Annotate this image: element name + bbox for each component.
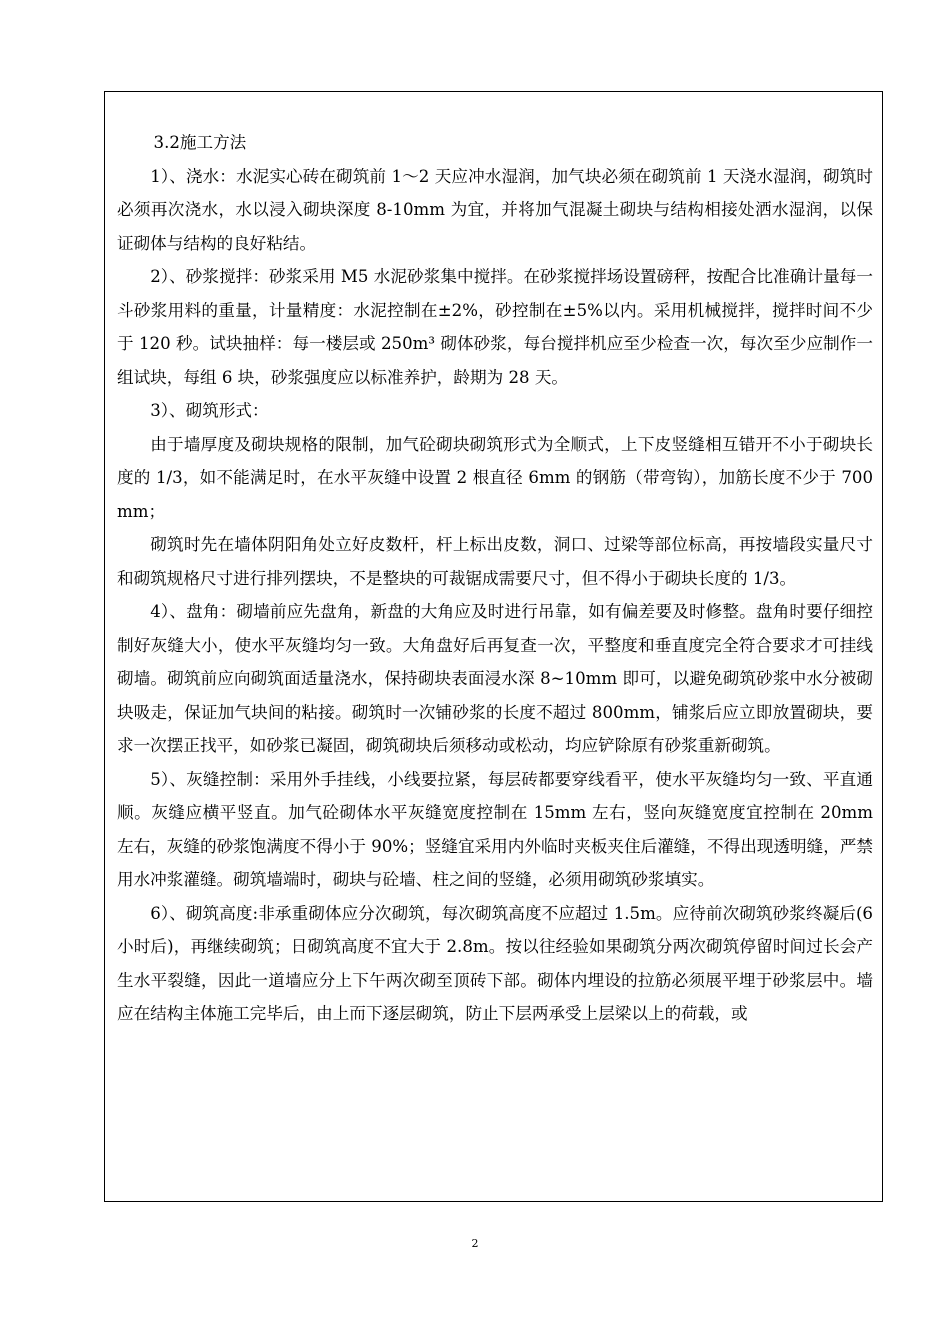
paragraph-joint-control: 5）、灰缝控制：采用外手挂线，小线要拉紧，每层砖都要穿线看平，使水平灰缝均匀一致、平直通顺。灰缝应横平竖直。加气砼砌体水平灰缝宽度控制在 15mm 左右，竖向灰缝宽度宜控制在 20mm 左右，灰缝的砂浆饱满度不得小于 90%；竖缝宜采用内外临时夹板夹住后灌缝，不得出现透明缝，严禁用水冲浆灌缝。砌筑墙端时，砌块与砼墙、柱之间的竖缝，必须用砌筑砂浆填实。 (117, 769, 873, 889)
paragraph-corner-building: 4）、盘角：砌墙前应先盘角，新盘的大角应及时进行吊靠，如有偏差要及时修整。盘角时要仔细控制好灰缝大小，使水平灰缝均匀一致。大角盘好后再复查一次，平整度和垂直度完全符合要求才可挂线砌墙。砌筑前应向砌筑面适量浇水，保持砌块表面浸水深 8~10mm 即可，以避免砌筑砂浆中水分被砌块吸走，保证加气块间的粘接。砌筑时一次铺砂浆的长度不超过 800mm，铺浆后应立即放置砌块，要求一次摆正找平，如砂浆已凝固，砌筑砌块后须移动或松动，均应铲除原有砂浆重新砌筑。 (117, 602, 873, 755)
document-body (117, 126, 873, 1031)
paragraph-masonry-form-heading: 3）、砌筑形式： (150, 401, 269, 420)
paragraph-masonry-form: 由于墙厚度及砌块规格的限制，加气砼砌块砌筑形式为全顺式，上下皮竖缝相互错开不小于砌块长度的 1/3，如不能满足时，在水平灰缝中设置 2 根直径 6mm 的钢筋（带弯钩），加筋长度不少于 700mm； (117, 434, 873, 521)
section-heading: 3.2施工方法 (153, 133, 247, 152)
paragraph-mortar-mixing: 2）、砂浆搅拌：砂浆采用 M5 水泥砂浆集中搅拌。在砂浆搅拌场设置磅秤，按配合比准确计量每一斗砂浆用料的重量，计量精度：水泥控制在±2%，砂控制在±5%以内。采用机械搅拌，搅拌时间不少于 120 秒。试块抽样：每一楼层或 250m³ 砌体砂浆，每台搅拌机应至少检查一次，每次至少应制作一组试块，每组 6 块，砂浆强度应以标准养护，龄期为 28 天。 (117, 267, 873, 387)
content-frame (104, 91, 883, 1202)
paragraph-watering: 1）、浇水：水泥实心砖在砌筑前 1～2 天应冲水湿润，加气块必须在砌筑前 1 天浇水湿润，砌筑时必须再次浇水，水以浸入砌块深度 8-10mm 为宜，并将加气混凝土砌块与结构相接处洒水湿润，以保证砌体与结构的良好粘结。 (117, 166, 873, 253)
paragraph-masonry-height: 6）、砌筑高度:非承重砌体应分次砌筑，每次砌筑高度不应超过 1.5m。应待前次砌筑砂浆终凝后(6 小时后)，再继续砌筑；日砌筑高度不宜大于 2.8m。按以往经验如果砌筑分两次砌筑停留时间过长会产生水平裂缝，因此一道墙应分上下午两次砌至顶砖下部。砌体内埋设的拉筋必须展平埋于砂浆层中。墙应在结构主体施工完毕后，由上而下逐层砌筑，防止下层两承受上层梁以上的荷载，或 (117, 903, 873, 1023)
page-number: 2 (471, 1237, 479, 1250)
paragraph-masonry-procedure: 砌筑时先在墙体阴阳角处立好皮数杆，杆上标出皮数，洞口、过梁等部位标高，再按墙段实量尺寸和砌筑规格尺寸进行排列摆块，不是整块的可裁锯成需要尺寸，但不得小于砌块长度的 1/3。 (117, 535, 873, 588)
